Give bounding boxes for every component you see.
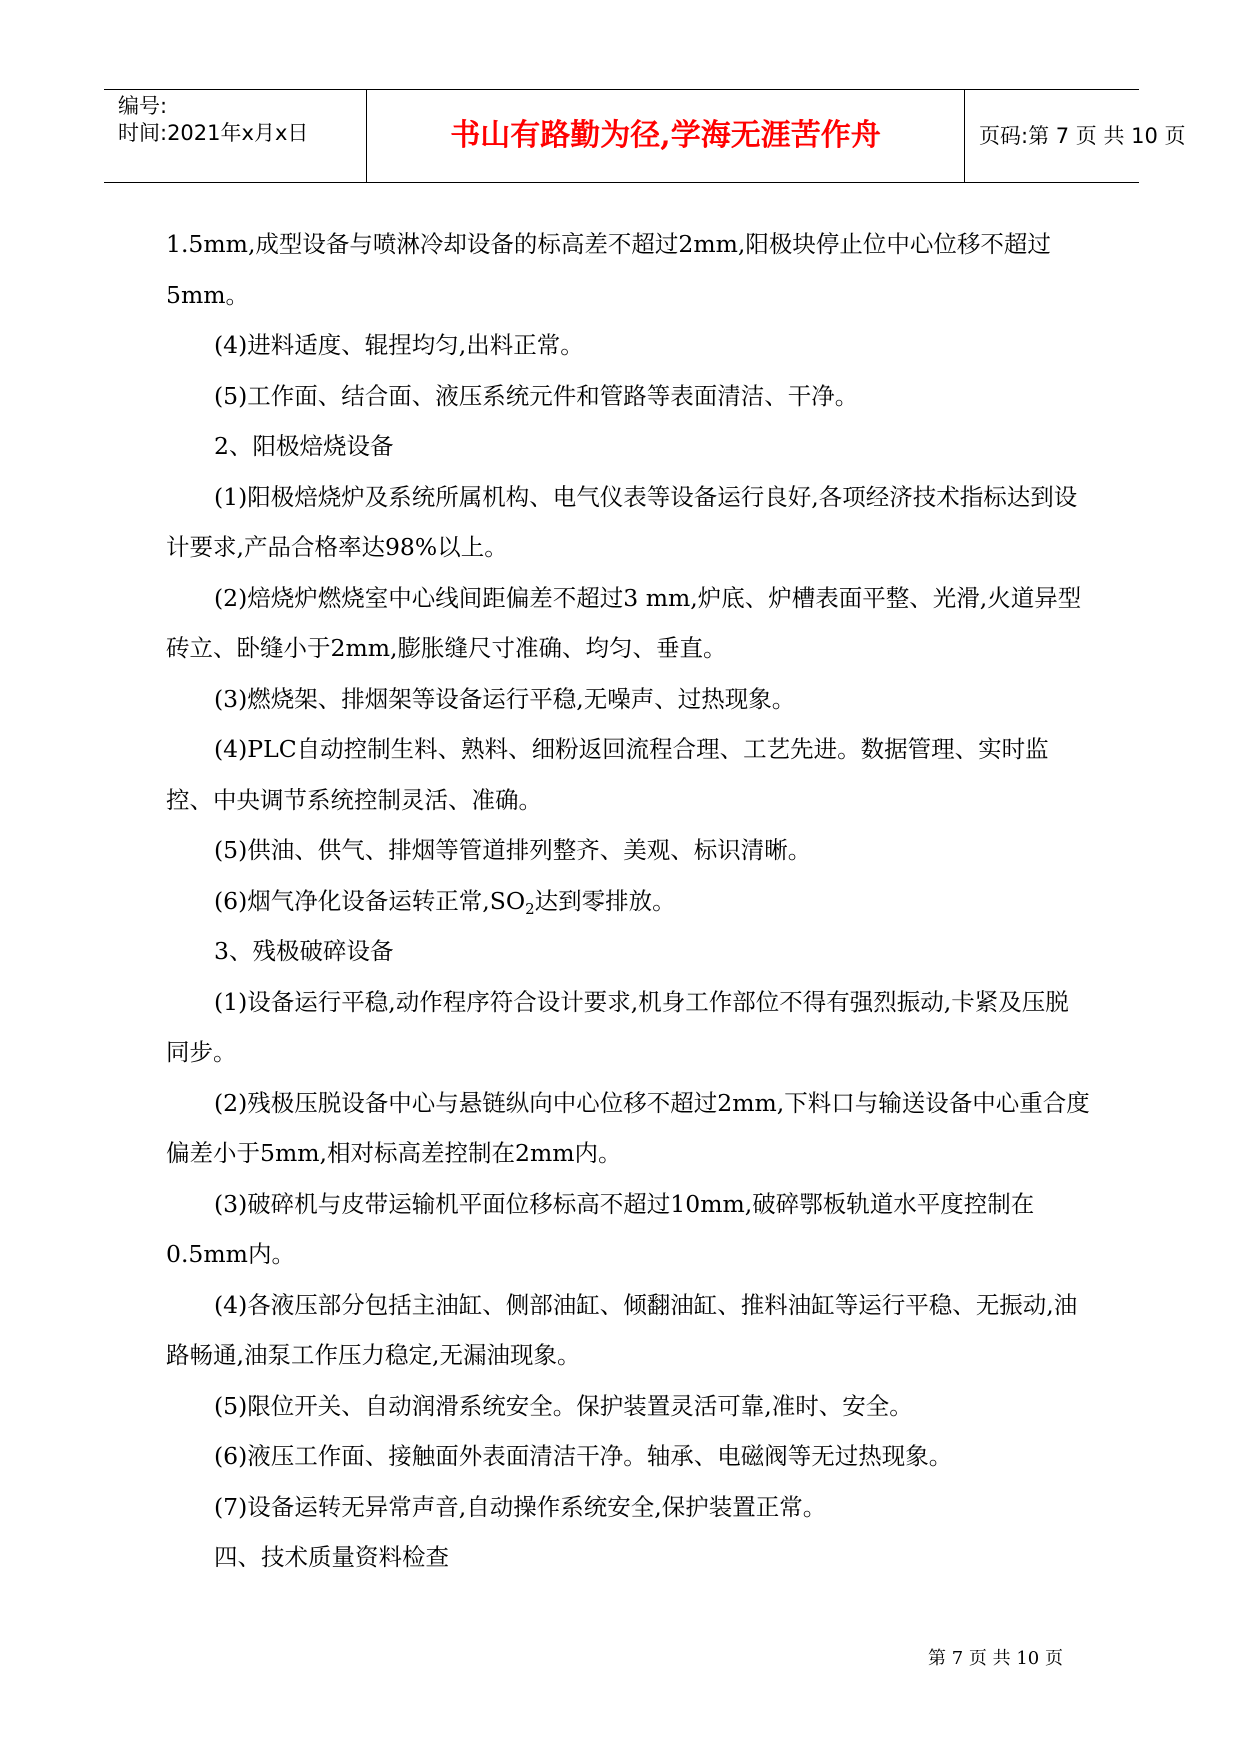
paragraph: (2)残极压脱设备中心与悬链纵向中心位移不超过2mm,下料口与输送设备中心重合度偏差小于5mm,相对标高差控制在2mm内。 [166,1088,1090,1167]
header-motto: 书山有路勤为径,学海无涯苦作舟 [367,90,965,182]
paragraph: (3)破碎机与皮带运输机平面位移标高不超过10mm,破碎鄂板轨道水平度控制在0.5mm内。 [166,1189,1035,1268]
time-label: 时间:2021年x月x日 [118,121,309,145]
section-heading: 3、残极破碎设备 [214,937,394,965]
header-meta [104,90,367,182]
paragraph: 1.5mm,成型设备与喷淋冷却设备的标高差不超过2mm,阳极块停止位中心位移不超过5mm。 [166,230,1051,309]
paragraph: (1)设备运行平稳,动作程序符合设计要求,机身工作部位不得有强烈振动,卡紧及压脱同步。 [166,987,1069,1066]
page-footer: 第 7 页 共 10 页 [928,1648,1063,1669]
section-heading: 2、阳极焙烧设备 [214,432,394,460]
section-heading: 四、技术质量资料检查 [214,1543,449,1571]
paragraph: (4)各液压部分包括主油缸、侧部油缸、倾翻油缸、推料油缸等运行平稳、无振动,油路畅通,油泵工作压力稳定,无漏油现象。 [166,1290,1078,1369]
paragraph-text: 达到零排放。 [534,886,676,915]
document-body [166,219,1091,1583]
page-header [104,89,1186,183]
header-page-info: 页码:第 7 页 共 10 页 [979,124,1186,148]
paragraph: (5)供油、供气、排烟等管道排列整齐、美观、标识清晰。 [214,836,812,864]
paragraph: (5)限位开关、自动润滑系统安全。保护装置灵活可靠,准时、安全。 [214,1391,913,1420]
paragraph: (6)液压工作面、接触面外表面清洁干净。轴承、电磁阀等无过热现象。 [214,1442,953,1470]
paragraph: (4)PLC自动控制生料、熟料、细粉返回流程合理、工艺先进。数据管理、实时监控、中央调节系统控制灵活、准确。 [166,735,1049,814]
number-label: 编号: [118,94,168,118]
paragraph: (5)工作面、结合面、液压系统元件和管路等表面清洁、干净。 [214,381,859,410]
paragraph: (2)焙烧炉燃烧室中心线间距偏差不超过3 mm,炉底、炉槽表面平整、光滑,火道异型砖立、卧缝小于2mm,膨胀缝尺寸准确、均匀、垂直。 [166,583,1082,662]
paragraph: (3)燃烧架、排烟架等设备运行平稳,无噪声、过热现象。 [214,684,796,713]
paragraph-text: (6)烟气净化设备运转正常,SO [214,886,526,915]
paragraph: (1)阳极焙烧炉及系统所属机构、电气仪表等设备运行良好,各项经济技术指标达到设计要求,产品合格率达98%以上。 [166,482,1078,561]
paragraph [166,876,1091,927]
subscript: 2 [525,899,535,918]
paragraph: (4)进料适度、辊捏均匀,出料正常。 [214,331,584,359]
paragraph: (7)设备运转无异常声音,自动操作系统安全,保护装置正常。 [214,1492,827,1521]
